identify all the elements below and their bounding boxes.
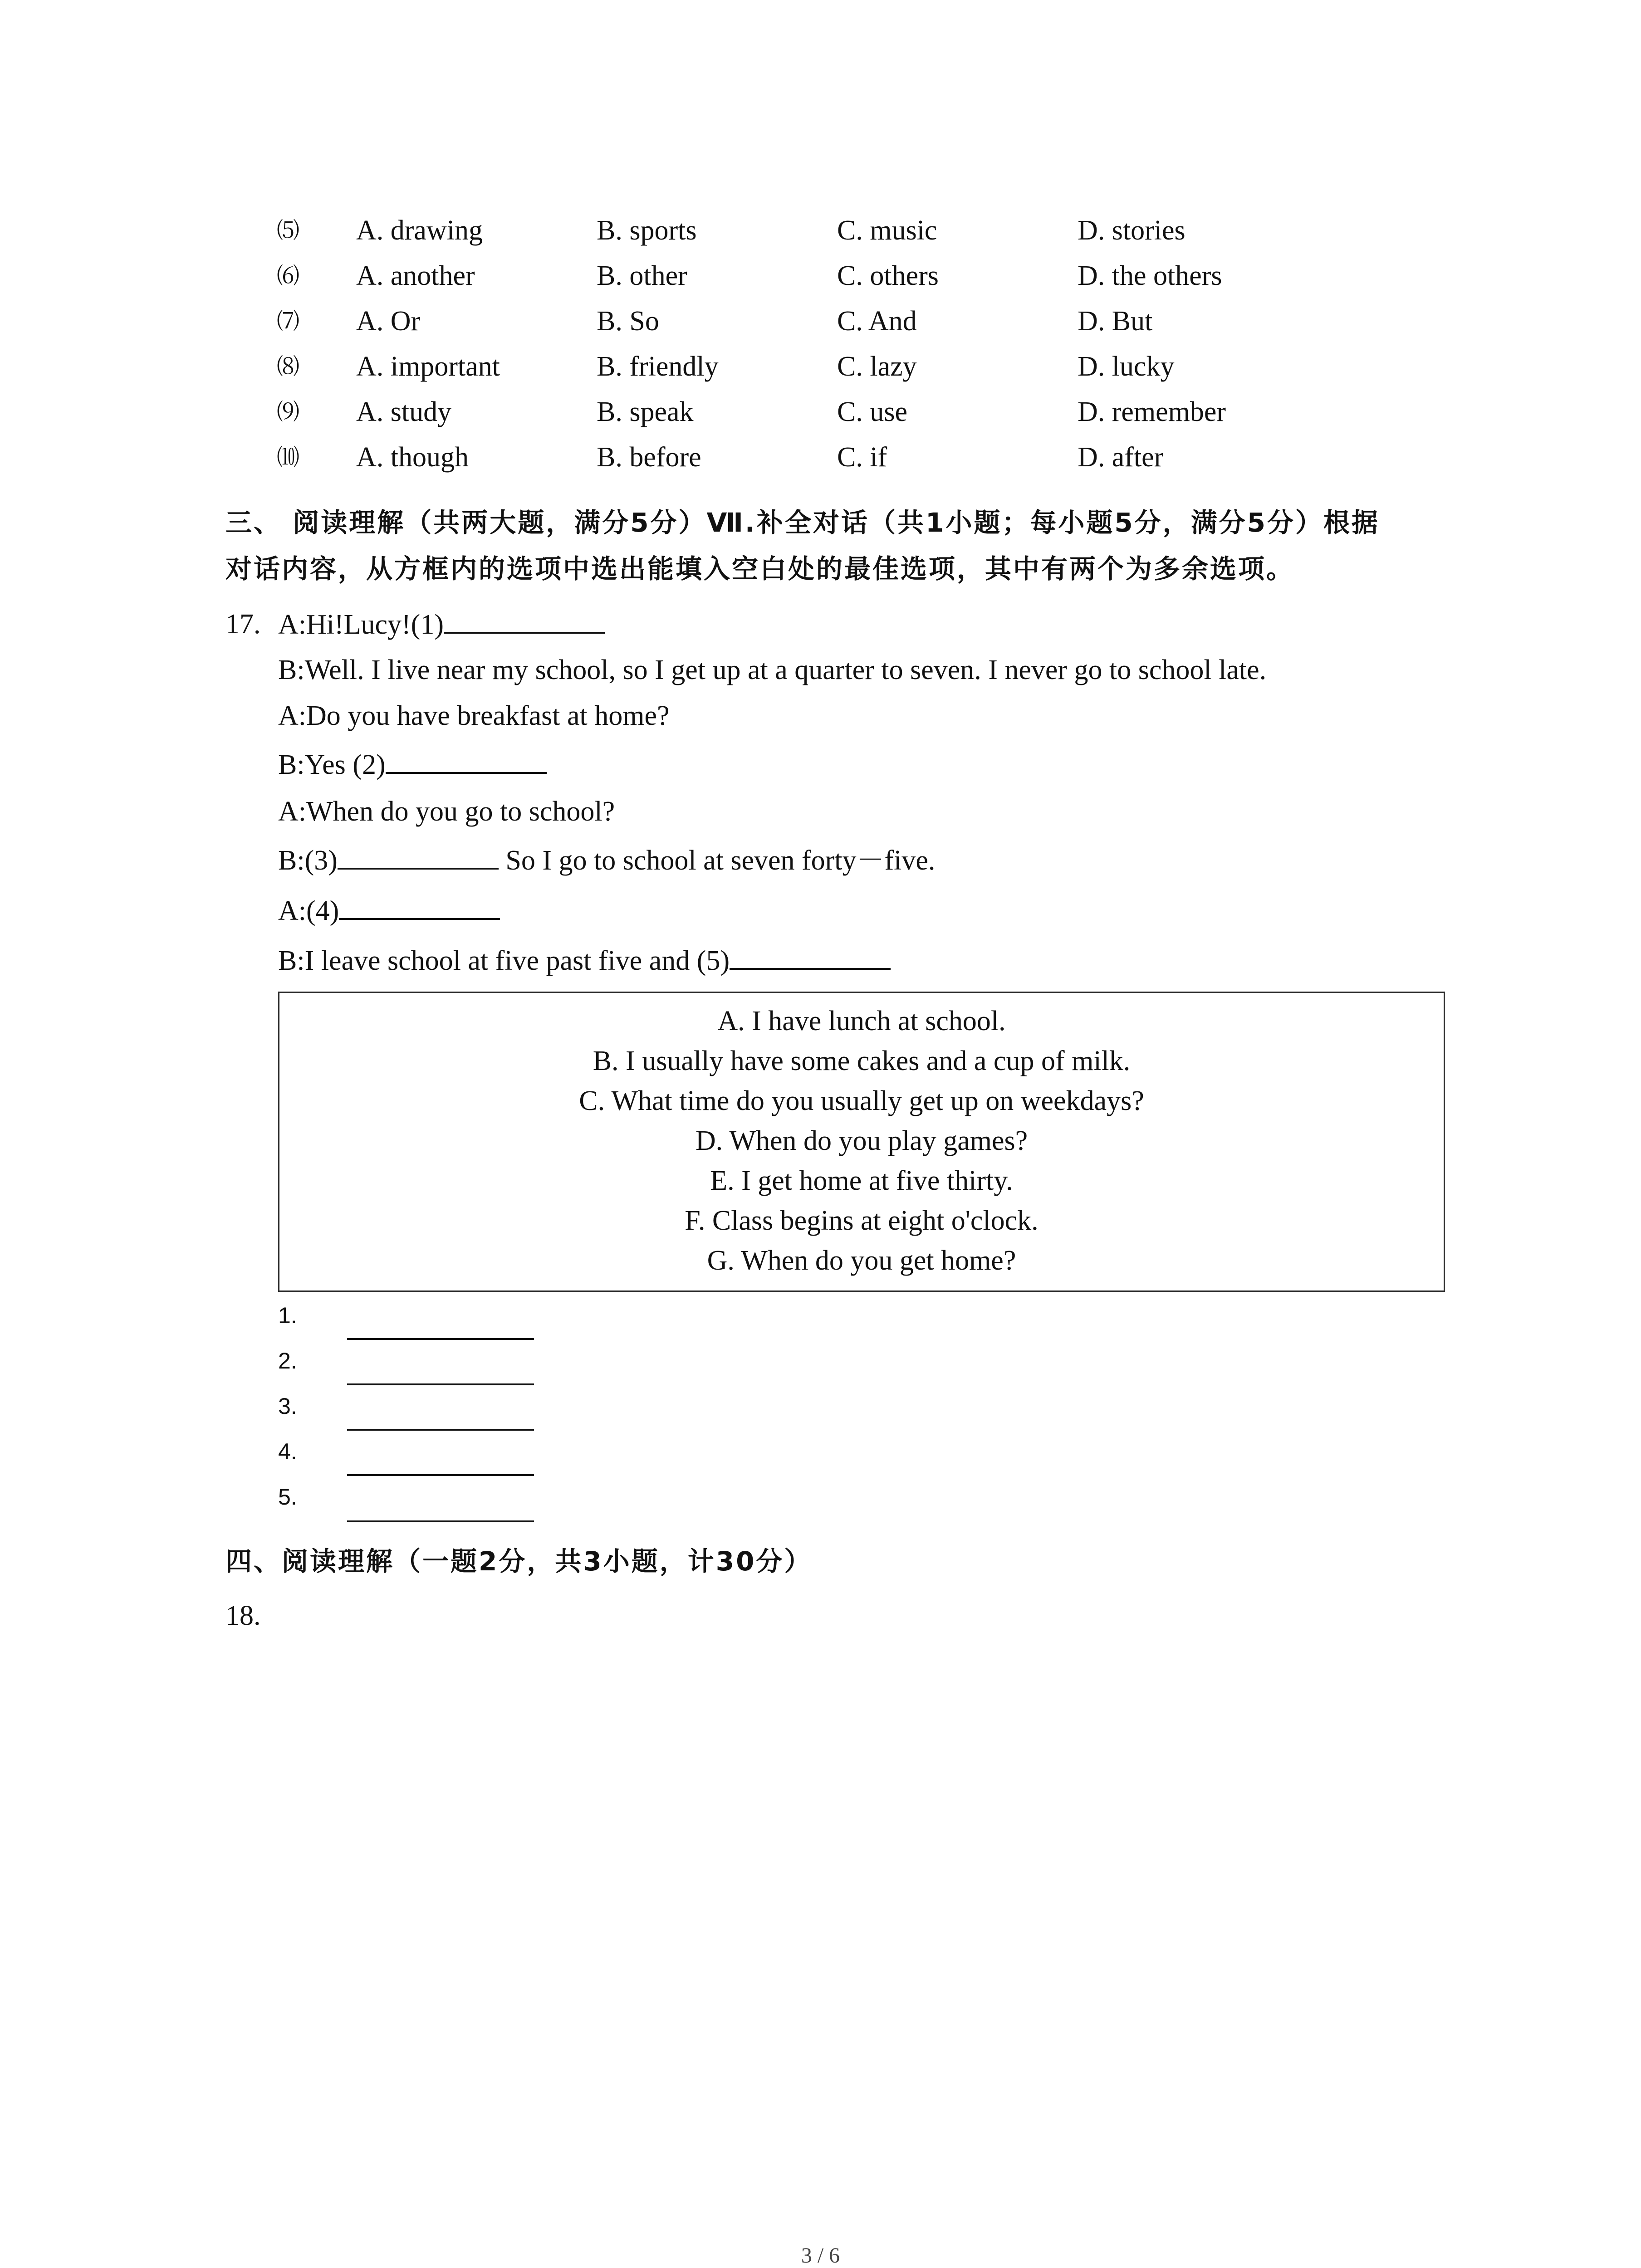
answer-line[interactable] [347, 1338, 534, 1340]
option-b: B. other [597, 260, 687, 291]
dialogue-line [278, 604, 605, 645]
dialogue-line [278, 650, 1266, 690]
question-number: ⑼ [277, 399, 299, 425]
option-a: A. though [356, 442, 469, 473]
section-instructions: 对话内容，从方框内的选项中选出能填入空白处的最佳选项，其中有两个为多余选项。 [225, 553, 1295, 584]
choice-item: E. I get home at five thirty. [710, 1165, 1013, 1196]
option-d: D. after [1078, 442, 1164, 473]
option-c: C. And [837, 306, 917, 337]
dialogue-text: A:When do you go to school? [278, 796, 615, 827]
option-a: A. study [356, 396, 452, 427]
section-heading: 三、 阅读理解（共两大题，满分5分）Ⅶ.补全对话（共1小题；每小题5分，满分5分）根据 [225, 507, 1380, 538]
answer-number: 1. [278, 1303, 297, 1328]
answer-blank[interactable] [730, 940, 891, 970]
question-number: ⑽ [277, 445, 299, 470]
option-row [277, 437, 1456, 478]
answer-blank[interactable] [338, 840, 499, 870]
choice-item: D. When do you play games? [695, 1125, 1028, 1156]
option-row [277, 301, 1456, 342]
option-a: A. important [356, 351, 500, 382]
option-a: A. Or [356, 306, 421, 337]
dialogue-text-after: So I go to school at seven forty－five. [498, 845, 936, 876]
option-d: D. But [1078, 306, 1153, 337]
dialogue-line [278, 890, 500, 931]
answer-number: 2. [278, 1348, 297, 1374]
dialogue-text: B:Well. I live near my school, so I get up at a quarter to seven. I never go to school late. [278, 655, 1267, 685]
section-heading: 四、阅读理解（一题2分，共3小题，计30分） [225, 1546, 813, 1577]
page-number: 3 / 6 [801, 2244, 840, 2268]
choices-box [278, 992, 1445, 1292]
dialogue-text: A:Hi!Lucy!(1) [278, 609, 444, 640]
dialogue-text: A:Do you have breakfast at home? [278, 700, 670, 731]
answer-number: 5. [278, 1484, 297, 1510]
answer-number: 4. [278, 1439, 297, 1464]
question-number: ⑹ [277, 263, 299, 288]
dialogue-text: B:Yes (2) [278, 749, 386, 780]
option-b: B. sports [597, 215, 697, 246]
answer-blank[interactable] [444, 604, 605, 634]
question-number: ⑻ [277, 354, 299, 379]
option-a: A. drawing [356, 215, 483, 246]
option-row [277, 346, 1456, 387]
dialogue-text: B:I leave school at five past five and (5) [278, 945, 730, 976]
choice-item: G. When do you get home? [707, 1245, 1016, 1276]
option-b: B. friendly [597, 351, 719, 382]
choice-item: A. I have lunch at school. [717, 1006, 1006, 1036]
question-number: ⑺ [277, 308, 299, 334]
option-b: B. before [597, 442, 701, 473]
dialogue-line [278, 840, 935, 881]
dialogue-line [278, 940, 891, 981]
option-a: A. another [356, 260, 475, 291]
answer-line[interactable] [347, 1474, 534, 1476]
dialogue-line [278, 744, 547, 785]
option-c: C. use [837, 396, 907, 427]
question-number: ⑸ [277, 218, 299, 243]
option-c: C. if [837, 442, 887, 473]
option-b: B. So [597, 306, 659, 337]
answer-line[interactable] [347, 1383, 534, 1385]
dialogue-line [278, 695, 670, 736]
option-row [277, 255, 1456, 296]
choice-item: B. I usually have some cakes and a cup of milk. [593, 1046, 1131, 1076]
question-number-17: 17. [225, 609, 261, 640]
dialogue-text: B:(3) [278, 845, 338, 876]
option-c: C. lazy [837, 351, 917, 382]
option-row [277, 391, 1456, 432]
option-d: D. remember [1078, 396, 1226, 427]
option-d: D. the others [1078, 260, 1222, 291]
answer-number: 3. [278, 1393, 297, 1419]
choice-item: F. Class begins at eight o'clock. [685, 1205, 1038, 1236]
option-d: D. lucky [1078, 351, 1175, 382]
option-d: D. stories [1078, 215, 1185, 246]
option-c: C. others [837, 260, 939, 291]
answer-line[interactable] [347, 1520, 534, 1522]
option-c: C. music [837, 215, 937, 246]
option-b: B. speak [597, 396, 694, 427]
answer-blank[interactable] [386, 744, 547, 774]
dialogue-text: A:(4) [278, 895, 339, 926]
answer-blank[interactable] [339, 890, 500, 920]
choice-item: C. What time do you usually get up on weekdays? [579, 1085, 1144, 1116]
dialogue-line [278, 791, 615, 832]
question-number-18: 18. [225, 1600, 261, 1631]
option-row [277, 210, 1456, 251]
answer-line[interactable] [347, 1429, 534, 1431]
